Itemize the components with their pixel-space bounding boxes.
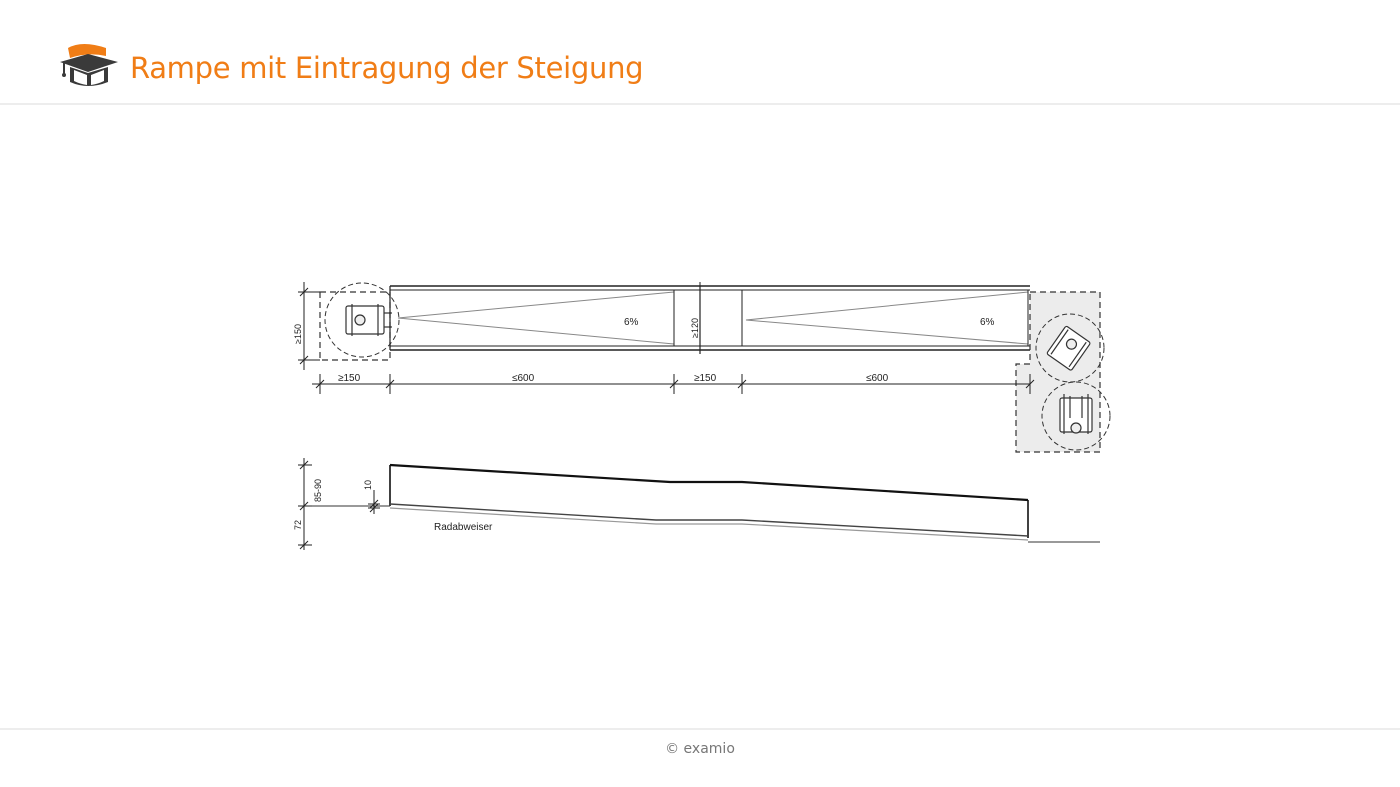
dim-vertical-left <box>293 282 320 370</box>
dim-mid-landing: ≥150 <box>694 373 717 384</box>
section-view <box>293 458 1100 550</box>
dim-handrail-height: 85-90 <box>313 478 323 502</box>
end-landing <box>1016 292 1110 452</box>
dim-width-left: ≥150 <box>293 324 303 344</box>
mid-landing <box>700 282 742 354</box>
dim-curb-height: 10 <box>363 479 373 490</box>
copyright-text: © examio <box>665 741 735 757</box>
header-divider <box>0 103 1400 105</box>
wheelchair-icon-left <box>346 304 392 336</box>
dim-landing-width: ≥120 <box>690 318 700 338</box>
slope-label-right: 6% <box>980 317 995 328</box>
footer-divider <box>0 728 1400 730</box>
plan-view <box>293 282 1110 452</box>
dim-chain-plan <box>312 373 1034 394</box>
dim-vertical-section <box>293 458 380 550</box>
header <box>0 0 1400 104</box>
dim-lower-height: 72 <box>293 519 303 530</box>
handrail-line <box>390 465 1028 500</box>
graduation-cap-book-icon <box>58 40 120 94</box>
curb-label: Radabweiser <box>434 522 493 533</box>
ramp-diagram <box>286 268 1116 560</box>
wheelchair-icon-right-bottom <box>1060 394 1092 434</box>
dim-ramp-right: ≤600 <box>866 373 889 384</box>
page-title: Rampe mit Eintragung der Steigung <box>130 51 644 85</box>
slope-label-left: 6% <box>624 317 639 328</box>
dim-ramp-left: ≤600 <box>512 373 535 384</box>
dim-start-landing: ≥150 <box>338 373 361 384</box>
start-landing <box>320 292 390 360</box>
